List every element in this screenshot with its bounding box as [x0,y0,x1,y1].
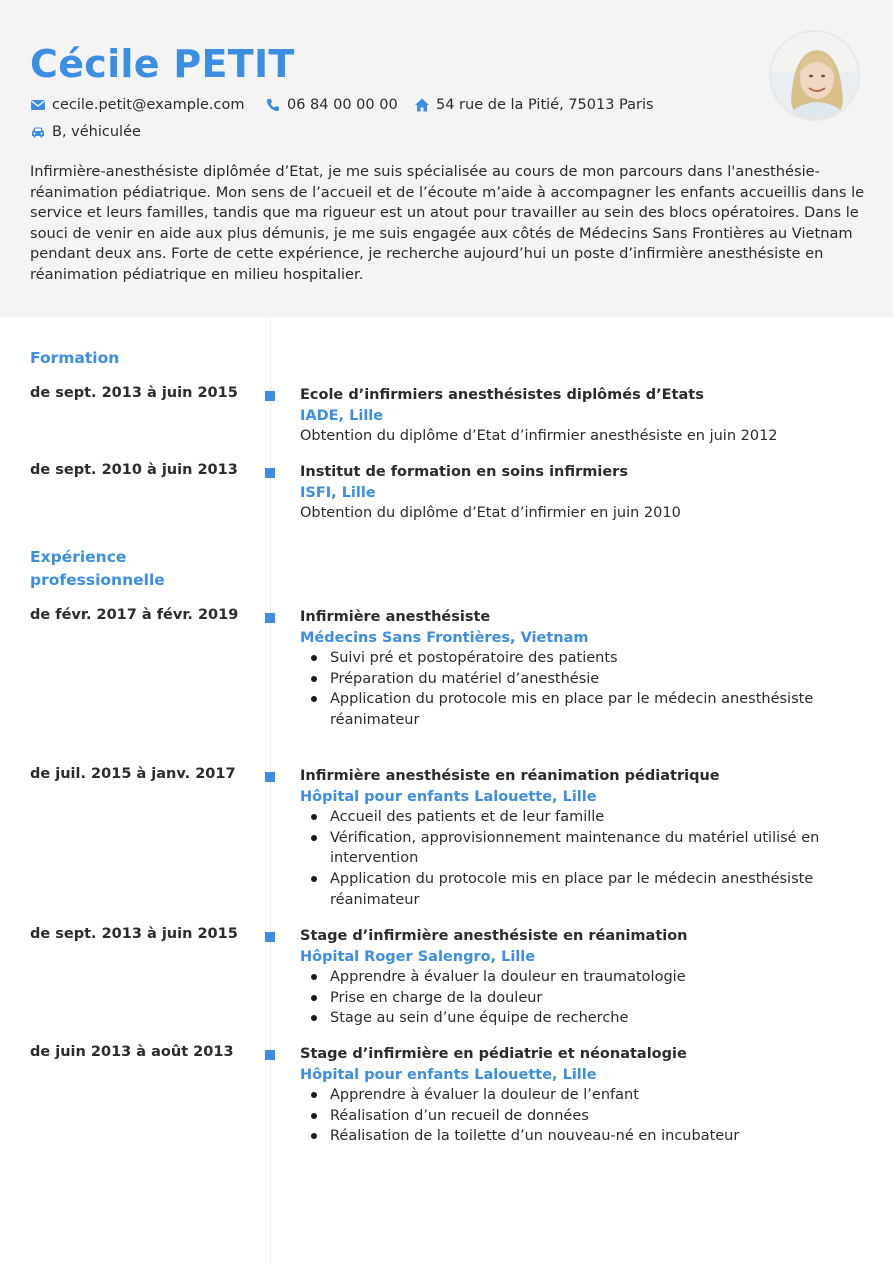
list-item: Préparation du matériel d’anesthésie [300,669,865,690]
bullet-list [300,807,865,910]
list-item: Apprendre à évaluer la douleur en traumatologie [300,967,865,988]
section-title-formation: Formation [30,349,120,367]
entry-date: de juin 2013 à août 2013 [30,1044,234,1060]
section-title-line: professionnelle [30,571,165,589]
entry-date: de juil. 2015 à janv. 2017 [30,766,236,782]
address-text: 54 rue de la Pitié, 75013 Paris [436,97,654,113]
list-item: Réalisation d’un recueil de données [300,1106,865,1127]
list-item: Application du protocole mis en place par le médecin anesthésiste réanimateur [300,869,865,910]
entry-organization: Médecins Sans Frontières, Vietnam [300,629,589,646]
entry-description: Obtention du diplôme d’Etat d’infirmier en juin 2010 [300,505,681,522]
home-icon [414,97,430,113]
timeline-marker [265,391,275,401]
list-item: Suivi pré et postopératoire des patients [300,648,865,669]
bullet-list [300,1085,865,1147]
entry-organization: Hôpital Roger Salengro, Lille [300,948,536,965]
entry-organization: Hôpital pour enfants Lalouette, Lille [300,1066,597,1083]
contact-phone[interactable] [265,97,398,113]
timeline-marker [265,932,275,942]
profile-summary: Infirmière-anesthésiste diplômée d’Etat, je me suis spécialisée au cours de mon parcours dans l'anesthésie-réanimation pédiatrique. Mon sens de l’accueil et de l’écoute m’aide à accompagner les enfants accueillis dans le service et leurs familles, tandis que ma rigueur est un atout pour travailler au sein des blocs opératoires. Dans le souci de venir en aide aux plus démunis, je me suis engagée aux côtés de Médecins Sans Frontières au Vietnam pendant deux ans. Forte de cette expérience, je recherche aujourd’hui un poste d’infirmière anesthésiste en réanimation pédiatrique en milieu hospitalier. [30,163,865,283]
entry-title: Infirmière anesthésiste [300,609,491,625]
entry-organization: IADE, Lille [300,407,384,424]
envelope-icon [30,97,46,113]
email-text: cecile.petit@example.com [52,97,245,113]
contact-address [414,97,654,113]
candidate-name: Cécile PETIT [30,42,295,86]
timeline-divider [270,317,271,1263]
entry-title: Infirmière anesthésiste en réanimation pédiatrique [300,768,720,784]
entry-title: Stage d’infirmière en pédiatrie et néonatalogie [300,1046,687,1062]
bullet-list [300,967,865,1029]
entry-title: Ecole d’infirmiers anesthésistes diplômés d’Etats [300,387,704,403]
list-item: Vérification, approvisionnement maintenance du matériel utilisé en intervention [300,828,865,869]
list-item: Stage au sein d’une équipe de recherche [300,1008,865,1029]
section-title-experience [30,546,165,592]
entry-organization: ISFI, Lille [300,484,376,501]
entry-date: de sept. 2010 à juin 2013 [30,462,238,478]
contact-email[interactable] [30,97,244,113]
list-item: Apprendre à évaluer la douleur de l’enfant [300,1085,865,1106]
list-item: Prise en charge de la douleur [300,988,865,1009]
entry-date: de févr. 2017 à févr. 2019 [30,607,239,623]
phone-icon [265,97,281,113]
license-text: B, véhiculée [52,124,141,140]
entry-title: Institut de formation en soins infirmiers [300,464,628,480]
entry-description: Obtention du diplôme d’Etat d’infirmier anesthésiste en juin 2012 [300,428,778,445]
entry-organization: Hôpital pour enfants Lalouette, Lille [300,788,597,805]
timeline-marker [265,1050,275,1060]
list-item: Accueil des patients et de leur famille [300,807,865,828]
list-item: Réalisation de la toilette d’un nouveau-né en incubateur [300,1126,865,1147]
profile-photo [769,30,860,121]
header-band [0,0,893,317]
timeline-marker [265,772,275,782]
timeline-marker [265,468,275,478]
section-title-line: Expérience [30,548,127,566]
entry-title: Stage d’infirmière anesthésiste en réanimation [300,928,688,944]
phone-text: 06 84 00 00 00 [287,97,398,113]
bullet-list [300,648,865,730]
entry-date: de sept. 2013 à juin 2015 [30,385,238,401]
contact-license [30,124,141,140]
list-item: Application du protocole mis en place par le médecin anesthésiste réanimateur [300,689,865,730]
timeline-marker [265,613,275,623]
entry-date: de sept. 2013 à juin 2015 [30,926,238,942]
car-icon [30,124,46,140]
